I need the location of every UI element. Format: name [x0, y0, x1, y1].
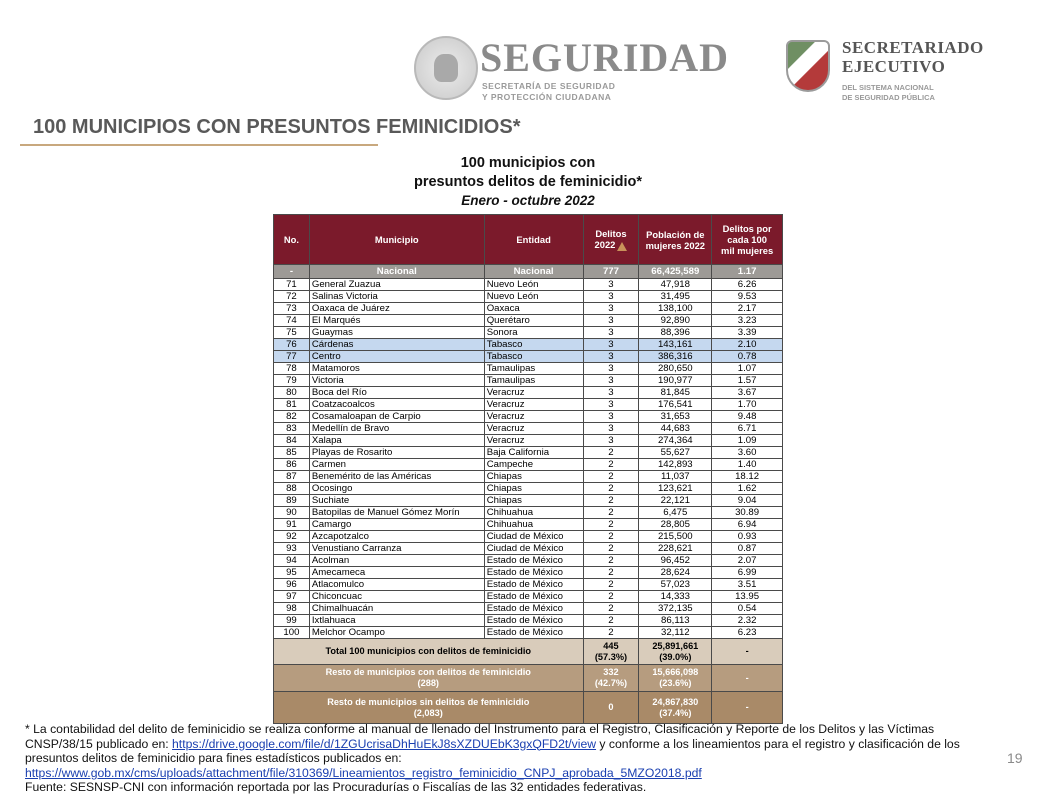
total-100-label: Total 100 municipios con delitos de feminicidio — [274, 639, 584, 665]
footnote-source: Fuente: SESNSP-CNI con información reportada por las Procuradurías o Fiscalías de las 32 entidades federativas. — [25, 780, 647, 794]
total-100-delitos — [583, 639, 639, 665]
table-row — [274, 591, 783, 603]
table-row — [274, 423, 783, 435]
cell-delitos: 3 — [583, 423, 639, 435]
cell-no: 100 — [274, 627, 310, 639]
secretariado-title-line-2: EJECUTIVO — [842, 57, 946, 76]
col-header-tasa — [712, 215, 783, 265]
cell-poblacion: 143,161 — [639, 339, 712, 351]
resto-sin-row — [274, 692, 783, 724]
cell-tasa: 2.10 — [712, 339, 783, 351]
cell-delitos: 3 — [583, 351, 639, 363]
header-logos — [408, 28, 1008, 108]
cell-municipio: Batopilas de Manuel Gómez Morín — [309, 507, 484, 519]
cell-no: 87 — [274, 471, 310, 483]
resto-sin-count: (2,083) — [413, 707, 443, 718]
cell-tasa: 9.48 — [712, 411, 783, 423]
cell-delitos: 3 — [583, 279, 639, 291]
cell-poblacion: 86,113 — [639, 615, 712, 627]
nacional-delitos: 777 — [583, 265, 639, 279]
cell-poblacion: 28,805 — [639, 519, 712, 531]
cell-delitos: 3 — [583, 291, 639, 303]
table-row — [274, 543, 783, 555]
cell-no: 73 — [274, 303, 310, 315]
secretariado-logo-subtitle — [842, 83, 935, 103]
municipios-table — [273, 214, 783, 724]
cell-poblacion: 215,500 — [639, 531, 712, 543]
cell-entidad: Estado de México — [484, 567, 583, 579]
col-header-tasa-line-3: mil mujeres — [721, 245, 774, 256]
cell-municipio: Ixtlahuaca — [309, 615, 484, 627]
cell-tasa: 6.99 — [712, 567, 783, 579]
cell-municipio: Victoria — [309, 375, 484, 387]
cell-entidad: Veracruz — [484, 423, 583, 435]
cell-tasa: 1.62 — [712, 483, 783, 495]
resto-sin-delitos: 0 — [583, 692, 639, 724]
col-header-tasa-line-1: Delitos por — [722, 223, 772, 234]
cell-no: 84 — [274, 435, 310, 447]
resto-con-label-text: Resto de municipios con delitos de feminicidio — [325, 667, 531, 677]
cell-entidad: Veracruz — [484, 387, 583, 399]
cell-poblacion: 22,121 — [639, 495, 712, 507]
cell-municipio: Benemérito de las Américas — [309, 471, 484, 483]
cell-no: 78 — [274, 363, 310, 375]
table-title-line-1: 100 municipios con — [460, 155, 596, 171]
sort-up-arrow-icon — [617, 242, 627, 251]
cell-delitos: 3 — [583, 435, 639, 447]
cell-municipio: Carmen — [309, 459, 484, 471]
cell-no: 96 — [274, 579, 310, 591]
table-row — [274, 351, 783, 363]
cell-entidad: Nuevo León — [484, 291, 583, 303]
cell-entidad: Chiapas — [484, 483, 583, 495]
resto-sin-poblacion-value: 24,867,830 — [652, 696, 699, 707]
table-row — [274, 435, 783, 447]
resto-sin-tasa: - — [712, 692, 783, 724]
cell-delitos: 2 — [583, 447, 639, 459]
col-header-poblacion-line-1: Población de — [646, 228, 705, 240]
cell-poblacion: 274,364 — [639, 435, 712, 447]
cell-poblacion: 44,683 — [639, 423, 712, 435]
cell-delitos: 2 — [583, 579, 639, 591]
cell-tasa: 3.23 — [712, 315, 783, 327]
cell-municipio: Amecameca — [309, 567, 484, 579]
col-header-delitos-line-2: 2022 — [594, 239, 616, 251]
mexico-seal-logo — [414, 36, 478, 100]
footnote — [25, 722, 985, 795]
cell-tasa: 6.23 — [712, 627, 783, 639]
cell-no: 81 — [274, 399, 310, 411]
col-header-delitos — [583, 215, 639, 265]
cell-tasa: 0.87 — [712, 543, 783, 555]
cell-tasa: 0.54 — [712, 603, 783, 615]
table-title-line-2: presuntos delitos de feminicidio* — [413, 174, 642, 190]
table-row — [274, 555, 783, 567]
cell-delitos: 2 — [583, 519, 639, 531]
cell-municipio: Suchiate — [309, 495, 484, 507]
cell-municipio: Camargo — [309, 519, 484, 531]
cell-poblacion: 190,977 — [639, 375, 712, 387]
cell-tasa: 18.12 — [712, 471, 783, 483]
lineamientos-link[interactable]: https://www.gob.mx/cms/uploads/attachment/file/310369/Lineamientos_registro_feminicidio_CNPJ_aprobada_5MZO2018.pdf — [25, 765, 702, 780]
cell-tasa: 30.89 — [712, 507, 783, 519]
cell-municipio: Azcapotzalco — [309, 531, 484, 543]
resto-sin-label — [274, 692, 584, 724]
table-row — [274, 579, 783, 591]
cell-tasa: 1.40 — [712, 459, 783, 471]
cell-municipio: Xalapa — [309, 435, 484, 447]
cell-delitos: 3 — [583, 327, 639, 339]
cell-entidad: Tamaulipas — [484, 363, 583, 375]
cell-tasa: 1.57 — [712, 375, 783, 387]
cell-entidad: Baja California — [484, 447, 583, 459]
total-100-tasa: - — [712, 639, 783, 665]
cell-poblacion: 386,316 — [639, 351, 712, 363]
cell-no: 75 — [274, 327, 310, 339]
cell-delitos: 2 — [583, 495, 639, 507]
nacional-tasa: 1.17 — [712, 265, 783, 279]
cell-delitos: 2 — [583, 483, 639, 495]
cell-entidad: Estado de México — [484, 603, 583, 615]
cell-municipio: Guaymas — [309, 327, 484, 339]
cell-poblacion: 96,452 — [639, 555, 712, 567]
secretariado-sub-line-2: DE SEGURIDAD PÚBLICA — [842, 93, 935, 102]
cell-tasa: 3.60 — [712, 447, 783, 459]
seguridad-sub-line-1: SECRETARÍA DE SEGURIDAD — [482, 81, 616, 91]
cell-no: 91 — [274, 519, 310, 531]
seguridad-logo-text: SEGURIDAD — [480, 35, 730, 80]
table-row — [274, 603, 783, 615]
cell-entidad: Ciudad de México — [484, 543, 583, 555]
cell-no: 93 — [274, 543, 310, 555]
cell-municipio: Chiconcuac — [309, 591, 484, 603]
cell-poblacion: 138,100 — [639, 303, 712, 315]
resto-con-label — [274, 665, 584, 692]
cell-municipio: General Zuazua — [309, 279, 484, 291]
cell-entidad: Veracruz — [484, 435, 583, 447]
seguridad-sub-line-2: Y PROTECCIÓN CIUDADANA — [482, 92, 612, 102]
cell-municipio: Boca del Río — [309, 387, 484, 399]
cell-entidad: Chiapas — [484, 471, 583, 483]
table-row — [274, 375, 783, 387]
cell-delitos: 2 — [583, 555, 639, 567]
cell-municipio: Matamoros — [309, 363, 484, 375]
cell-tasa: 0.78 — [712, 351, 783, 363]
table-row — [274, 627, 783, 639]
cell-entidad: Estado de México — [484, 579, 583, 591]
page-number: 19 — [1007, 750, 1023, 766]
cell-delitos: 2 — [583, 543, 639, 555]
cell-municipio: Melchor Ocampo — [309, 627, 484, 639]
resto-sin-poblacion-pct: (37.4%) — [659, 707, 692, 718]
cell-tasa: 13.95 — [712, 591, 783, 603]
table-row — [274, 315, 783, 327]
cell-entidad: Ciudad de México — [484, 531, 583, 543]
cell-tasa: 2.17 — [712, 303, 783, 315]
cell-entidad: Veracruz — [484, 399, 583, 411]
cell-municipio: Centro — [309, 351, 484, 363]
cell-no: 90 — [274, 507, 310, 519]
nacional-poblacion: 66,425,589 — [639, 265, 712, 279]
footnote-text-1: * La contabilidad del delito de feminicidio se realiza conforme al manual de llenado del Instrumento para el Registro, Clasificación y Reporte de los Delitos y las Víctimas CNSP/38/15 publicado en: — [25, 722, 935, 751]
cell-delitos: 3 — [583, 315, 639, 327]
cell-delitos: 3 — [583, 399, 639, 411]
total-100-poblacion — [639, 639, 712, 665]
table-row — [274, 531, 783, 543]
table-row — [274, 327, 783, 339]
cell-delitos: 2 — [583, 615, 639, 627]
cell-delitos: 2 — [583, 603, 639, 615]
cell-municipio: Cosamaloapan de Carpio — [309, 411, 484, 423]
cell-entidad: Chihuahua — [484, 519, 583, 531]
cell-delitos: 3 — [583, 303, 639, 315]
table-row — [274, 339, 783, 351]
cell-no: 88 — [274, 483, 310, 495]
table-row — [274, 363, 783, 375]
cell-entidad: Tabasco — [484, 339, 583, 351]
cell-entidad: Chihuahua — [484, 507, 583, 519]
cell-poblacion: 176,541 — [639, 399, 712, 411]
cell-delitos: 2 — [583, 531, 639, 543]
cell-entidad: Estado de México — [484, 615, 583, 627]
cell-poblacion: 92,890 — [639, 315, 712, 327]
cell-no: 99 — [274, 615, 310, 627]
resto-con-row — [274, 665, 783, 692]
resto-con-poblacion-pct: (23.6%) — [659, 678, 692, 688]
secretariado-title-line-1: SECRETARIADO — [842, 38, 984, 57]
cell-no: 77 — [274, 351, 310, 363]
cell-municipio: Salinas Victoria — [309, 291, 484, 303]
cell-municipio: Medellín de Bravo — [309, 423, 484, 435]
cell-no: 94 — [274, 555, 310, 567]
cell-no: 79 — [274, 375, 310, 387]
table-row — [274, 387, 783, 399]
cell-no: 89 — [274, 495, 310, 507]
cell-poblacion: 14,333 — [639, 591, 712, 603]
cell-tasa: 3.39 — [712, 327, 783, 339]
resto-con-poblacion — [639, 665, 712, 692]
nacional-no: - — [274, 265, 310, 279]
cell-entidad: Campeche — [484, 459, 583, 471]
cell-poblacion: 55,627 — [639, 447, 712, 459]
cell-delitos: 3 — [583, 339, 639, 351]
cell-delitos: 3 — [583, 375, 639, 387]
cell-poblacion: 372,135 — [639, 603, 712, 615]
table-row — [274, 567, 783, 579]
cell-delitos: 2 — [583, 471, 639, 483]
cell-poblacion: 32,112 — [639, 627, 712, 639]
cell-tasa: 1.70 — [712, 399, 783, 411]
cell-poblacion: 88,396 — [639, 327, 712, 339]
cell-entidad: Estado de México — [484, 591, 583, 603]
table-row — [274, 615, 783, 627]
resto-con-tasa: - — [712, 665, 783, 692]
nacional-entidad: Nacional — [484, 265, 583, 279]
cell-tasa: 6.26 — [712, 279, 783, 291]
cell-entidad: Estado de México — [484, 555, 583, 567]
footnote-text-2: y conforme a los lineamientos para el registro y clasificación de los presuntos delitos de feminicidio para fines estadísticos publicados en: — [25, 736, 960, 765]
nacional-row — [274, 265, 783, 279]
cell-municipio: Atlacomulco — [309, 579, 484, 591]
resto-sin-poblacion — [639, 692, 712, 724]
resto-sin-label-text: Resto de municipios sin delitos de feminicidio — [327, 696, 530, 707]
table-row — [274, 291, 783, 303]
col-header-no: No. — [274, 215, 310, 265]
cell-municipio: Chimalhuacán — [309, 603, 484, 615]
cell-poblacion: 81,845 — [639, 387, 712, 399]
table-row — [274, 483, 783, 495]
cell-municipio: Oaxaca de Juárez — [309, 303, 484, 315]
resto-con-count: (288) — [417, 678, 439, 688]
cell-poblacion: 228,621 — [639, 543, 712, 555]
page-title: 100 MUNICIPIOS CON PRESUNTOS FEMINICIDIOS* — [33, 116, 521, 138]
manual-link[interactable]: https://drive.google.com/file/d/1ZGUcrisaDhHuEkJ8sXZDUEbK3gxQFD2t/view — [172, 736, 597, 751]
secretariado-logo-text — [842, 38, 984, 76]
cell-no: 80 — [274, 387, 310, 399]
cell-delitos: 3 — [583, 387, 639, 399]
cell-delitos: 3 — [583, 363, 639, 375]
cell-poblacion: 280,650 — [639, 363, 712, 375]
cell-poblacion: 47,918 — [639, 279, 712, 291]
total-100-row — [274, 639, 783, 665]
col-header-poblacion — [639, 215, 712, 265]
table-row — [274, 507, 783, 519]
cell-no: 95 — [274, 567, 310, 579]
cell-poblacion: 6,475 — [639, 507, 712, 519]
table-header-row — [274, 215, 783, 265]
cell-delitos: 2 — [583, 459, 639, 471]
cell-entidad: Oaxaca — [484, 303, 583, 315]
cell-delitos: 2 — [583, 627, 639, 639]
cell-delitos: 2 — [583, 591, 639, 603]
cell-delitos: 2 — [583, 507, 639, 519]
cell-poblacion: 28,624 — [639, 567, 712, 579]
cell-municipio: Cárdenas — [309, 339, 484, 351]
table-row — [274, 495, 783, 507]
col-header-poblacion-line-2: mujeres 2022 — [645, 239, 706, 251]
table-row — [274, 519, 783, 531]
cell-poblacion: 142,893 — [639, 459, 712, 471]
cell-no: 98 — [274, 603, 310, 615]
cell-municipio: Playas de Rosarito — [309, 447, 484, 459]
cell-tasa: 1.07 — [712, 363, 783, 375]
cell-tasa: 6.94 — [712, 519, 783, 531]
cell-entidad: Querétaro — [484, 315, 583, 327]
cell-poblacion: 31,653 — [639, 411, 712, 423]
cell-no: 85 — [274, 447, 310, 459]
table-row — [274, 411, 783, 423]
resto-con-delitos — [583, 665, 639, 692]
cell-no: 71 — [274, 279, 310, 291]
cell-no: 82 — [274, 411, 310, 423]
cell-entidad: Sonora — [484, 327, 583, 339]
cell-tasa: 0.93 — [712, 531, 783, 543]
cell-poblacion: 123,621 — [639, 483, 712, 495]
cell-no: 86 — [274, 459, 310, 471]
resto-con-delitos-value: 332 — [603, 667, 619, 677]
cell-poblacion: 11,037 — [639, 471, 712, 483]
col-header-municipio: Municipio — [309, 215, 484, 265]
title-underline — [20, 144, 378, 146]
cell-tasa: 9.53 — [712, 291, 783, 303]
table-row — [274, 459, 783, 471]
cell-tasa: 6.71 — [712, 423, 783, 435]
cell-municipio: Coatzacoalcos — [309, 399, 484, 411]
col-header-entidad: Entidad — [484, 215, 583, 265]
cell-delitos: 3 — [583, 411, 639, 423]
cell-municipio: Acolman — [309, 555, 484, 567]
cell-municipio: Venustiano Carranza — [309, 543, 484, 555]
cell-tasa: 3.67 — [712, 387, 783, 399]
secretariado-shield-logo — [786, 40, 830, 92]
cell-municipio: Ocosingo — [309, 483, 484, 495]
table-row — [274, 471, 783, 483]
col-header-tasa-line-2: cada 100 — [727, 234, 767, 245]
cell-delitos: 2 — [583, 567, 639, 579]
total-100-poblacion-value: 25,891,661 — [652, 640, 699, 651]
total-100-delitos-pct: (57.3%) — [594, 651, 628, 662]
table-title-period: Enero - octubre 2022 — [461, 193, 595, 208]
table-row — [274, 399, 783, 411]
total-100-delitos-value: 445 — [603, 640, 619, 651]
table-row — [274, 447, 783, 459]
seguridad-logo-subtitle — [482, 81, 615, 103]
resto-con-delitos-pct: (42.7%) — [594, 678, 628, 688]
col-header-delitos-line-1: Delitos — [595, 228, 627, 240]
cell-municipio: El Marqués — [309, 315, 484, 327]
nacional-municipio: Nacional — [309, 265, 484, 279]
cell-no: 74 — [274, 315, 310, 327]
cell-no: 76 — [274, 339, 310, 351]
resto-con-poblacion-value: 15,666,098 — [652, 667, 699, 677]
cell-no: 83 — [274, 423, 310, 435]
cell-entidad: Chiapas — [484, 495, 583, 507]
cell-entidad: Veracruz — [484, 411, 583, 423]
cell-no: 92 — [274, 531, 310, 543]
cell-entidad: Tabasco — [484, 351, 583, 363]
table-row — [274, 279, 783, 291]
cell-tasa: 1.09 — [712, 435, 783, 447]
cell-tasa: 2.07 — [712, 555, 783, 567]
cell-tasa: 2.32 — [712, 615, 783, 627]
secretariado-sub-line-1: DEL SISTEMA NACIONAL — [842, 83, 934, 92]
cell-no: 97 — [274, 591, 310, 603]
cell-tasa: 3.51 — [712, 579, 783, 591]
cell-entidad: Estado de México — [484, 627, 583, 639]
cell-entidad: Nuevo León — [484, 279, 583, 291]
cell-poblacion: 31,495 — [639, 291, 712, 303]
cell-entidad: Tamaulipas — [484, 375, 583, 387]
total-100-poblacion-pct: (39.0%) — [659, 651, 692, 662]
cell-no: 72 — [274, 291, 310, 303]
cell-tasa: 9.04 — [712, 495, 783, 507]
table-row — [274, 303, 783, 315]
cell-poblacion: 57,023 — [639, 579, 712, 591]
